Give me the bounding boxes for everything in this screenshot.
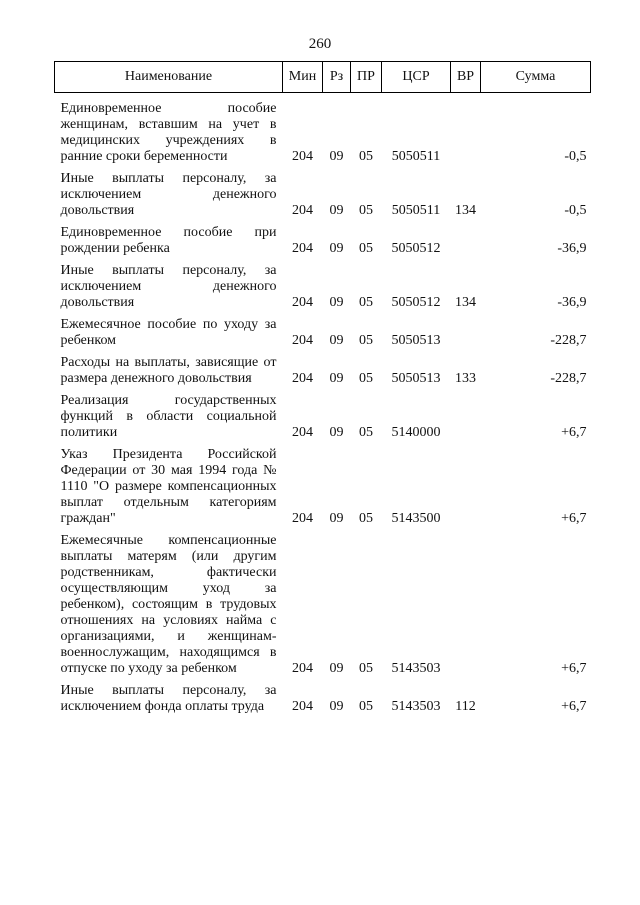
cell-csr: 5050513 (391, 371, 441, 386)
cell-min: 204 (292, 241, 313, 256)
table-row (55, 683, 591, 721)
header-vr: ВР (451, 62, 481, 93)
cell-sum: +6,7 (561, 511, 587, 526)
cell-name: Ежемесячные компенсационные выплаты матерям (или другим родственникам, фактически осуществляющим уход за ребенком), состоящим в трудовых отношениях на условиях найма с организациями, и женщинам-военнослужащим, находящимся в отпуске по уходу за ребенком (60, 533, 277, 676)
cell-name: Иные выплаты персоналу, за исключением денежного довольствия (60, 171, 277, 218)
cell-rz: 09 (329, 699, 344, 714)
table-row (55, 317, 591, 355)
cell-sum: -36,9 (557, 241, 587, 256)
cell-vr: 133 (455, 371, 476, 386)
cell-csr: 5140000 (391, 425, 441, 440)
cell-pr: 05 (359, 149, 373, 164)
cell-name: Указ Президента Российской Федерации от 30 мая 1994 года № 1110 "О размере компенсационных выплат отдельным категориям граждан" (60, 447, 277, 526)
cell-min: 204 (292, 425, 313, 440)
table-row (55, 533, 591, 683)
cell-vr (451, 93, 481, 172)
cell-rz: 09 (329, 295, 344, 310)
table-row (55, 171, 591, 225)
cell-sum: -228,7 (550, 333, 587, 348)
cell-sum: +6,7 (561, 425, 587, 440)
cell-rz: 09 (329, 149, 344, 164)
cell-vr (451, 225, 481, 263)
cell-name: Иные выплаты персоналу, за исключением фонда оплаты труда (60, 683, 277, 714)
page-number: 260 (308, 36, 332, 52)
cell-csr: 5050512 (391, 295, 441, 310)
table-row (55, 93, 591, 172)
cell-vr: 134 (455, 203, 476, 218)
cell-vr (451, 393, 481, 447)
cell-pr: 05 (359, 203, 373, 218)
cell-vr: 134 (455, 295, 476, 310)
cell-rz: 09 (329, 371, 344, 386)
header-pr: ПР (351, 62, 382, 93)
cell-name: Расходы на выплаты, зависящие от размера денежного довольствия (60, 355, 277, 386)
cell-rz: 09 (329, 511, 344, 526)
cell-pr: 05 (359, 425, 373, 440)
cell-pr: 05 (359, 333, 373, 348)
cell-sum: -228,7 (550, 371, 587, 386)
cell-name: Реализация государственных функций в области социальной политики (60, 393, 277, 440)
header-rz: Рз (323, 62, 351, 93)
cell-min: 204 (292, 661, 313, 676)
table-body (55, 93, 591, 722)
table-row (55, 447, 591, 533)
cell-min: 204 (292, 699, 313, 714)
table-row (55, 225, 591, 263)
table-row (55, 263, 591, 317)
cell-csr: 5050512 (391, 241, 441, 256)
cell-sum: +6,7 (561, 661, 587, 676)
cell-sum: -36,9 (557, 295, 587, 310)
table-row (55, 393, 591, 447)
cell-csr: 5143500 (391, 511, 441, 526)
cell-csr: 5143503 (391, 661, 441, 676)
cell-rz: 09 (329, 241, 344, 256)
cell-csr: 5143503 (391, 699, 441, 714)
cell-pr: 05 (359, 661, 373, 676)
cell-name: Единовременное пособие при рождении ребенка (60, 225, 277, 256)
cell-vr (451, 533, 481, 683)
table-row (55, 355, 591, 393)
cell-csr: 5050511 (391, 203, 441, 218)
cell-csr: 5050513 (391, 333, 441, 348)
budget-table (54, 61, 591, 721)
cell-sum: +6,7 (561, 699, 587, 714)
header-csr: ЦСР (382, 62, 451, 93)
header-min: Мин (283, 62, 323, 93)
table-header (55, 62, 591, 93)
cell-vr (451, 447, 481, 533)
cell-sum: -0,5 (564, 149, 587, 164)
cell-min: 204 (292, 333, 313, 348)
cell-min: 204 (292, 203, 313, 218)
cell-name: Ежемесячное пособие по уходу за ребенком (60, 317, 277, 348)
cell-rz: 09 (329, 661, 344, 676)
cell-vr: 112 (455, 699, 476, 714)
header-sum: Сумма (481, 62, 591, 93)
cell-min: 204 (292, 295, 313, 310)
cell-rz: 09 (329, 203, 344, 218)
cell-pr: 05 (359, 295, 373, 310)
cell-sum: -0,5 (564, 203, 587, 218)
cell-pr: 05 (359, 371, 373, 386)
cell-rz: 09 (329, 333, 344, 348)
cell-csr: 5050511 (391, 149, 441, 164)
cell-pr: 05 (359, 241, 373, 256)
cell-min: 204 (292, 149, 313, 164)
cell-name: Иные выплаты персоналу, за исключением денежного довольствия (60, 263, 277, 310)
cell-min: 204 (292, 511, 313, 526)
cell-name: Единовременное пособие женщинам, вставшим на учет в медицинских учреждениях в ранние сроки беременности (60, 101, 277, 164)
cell-rz: 09 (329, 425, 344, 440)
cell-pr: 05 (359, 511, 373, 526)
header-name: Наименование (55, 62, 283, 93)
cell-vr (451, 317, 481, 355)
cell-pr: 05 (359, 699, 373, 714)
cell-min: 204 (292, 371, 313, 386)
